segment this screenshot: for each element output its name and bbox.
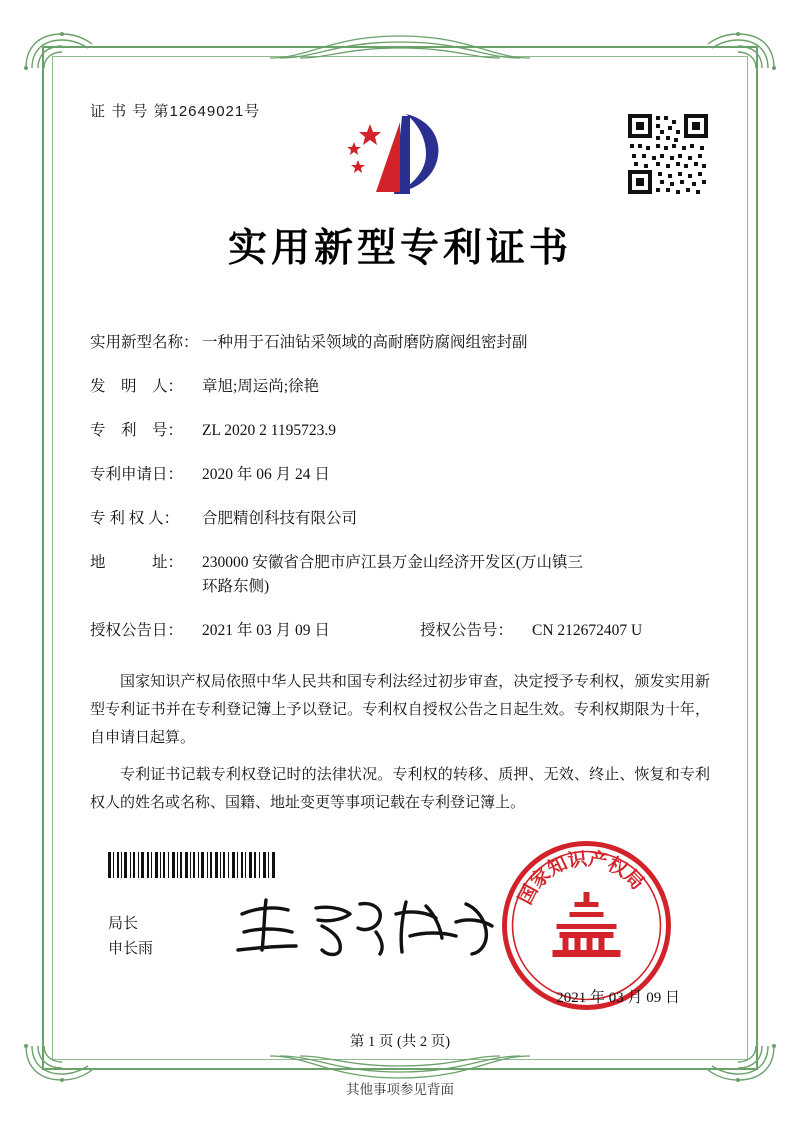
field-label: 专利申请日：: [90, 466, 184, 484]
grant-date-group: [90, 619, 420, 643]
field-value: 章旭;周运尚;徐艳: [202, 378, 320, 396]
svg-text:识: 识: [566, 848, 589, 873]
svg-text:知: 知: [544, 853, 571, 881]
cnipa-logo-icon: [340, 106, 460, 206]
certificate-number: 证 书 号 第12649021号: [90, 103, 261, 120]
svg-text:家: 家: [526, 864, 556, 893]
address-line-2: 环路东侧): [202, 578, 270, 596]
field-row-address: [90, 551, 710, 599]
svg-text:局: 局: [619, 865, 648, 895]
field-list: [90, 331, 710, 643]
svg-text:权: 权: [603, 853, 631, 882]
page-number: 第 1 页 (共 2 页): [349, 1034, 451, 1050]
field-value: 2021 年 03 月 09 日: [202, 622, 330, 640]
field-row-patent-number: [90, 419, 710, 443]
field-label: 授权公告日：: [90, 622, 184, 640]
field-label: 专 利 号：: [90, 422, 184, 440]
signature-labels: [108, 912, 153, 962]
field-label: 专 利 权 人：: [90, 510, 180, 528]
field-value: ZL 2020 2 1195723.9: [202, 422, 337, 440]
field-value: CN 212672407 U: [532, 622, 643, 640]
address-line-1: 230000 安徽省合肥市庐江县万金山经济开发区(万山镇三: [202, 554, 584, 572]
legal-paragraph-1: 国家知识产权局依照中华人民共和国专利法经过初步审查，决定授予专利权，颁发实用新型专利证书并在专利登记簿上予以登记。专利权自授权公告之日起生效。专利权期限为十年，自申请日起算。: [90, 674, 710, 746]
edge-ornament-top: [270, 30, 530, 60]
field-label: 地 址：: [90, 554, 184, 572]
field-value: 2020 年 06 月 24 日: [202, 466, 330, 484]
director-title-label: 局长: [108, 916, 139, 932]
qr-code-icon: [626, 112, 710, 196]
grant-number-group: [420, 619, 642, 643]
field-row-inventors: [90, 375, 710, 399]
field-row-utility-model-name: [90, 331, 710, 355]
certificate-content: [90, 100, 710, 828]
field-row-grant-info: [90, 619, 710, 643]
field-row-application-date: [90, 463, 710, 487]
handwritten-signature: [230, 892, 500, 964]
field-label: 发 明 人：: [90, 378, 184, 396]
barcode-icon: [108, 852, 278, 878]
page-title: 实用新型专利证书: [227, 227, 572, 270]
field-value: 合肥精创科技有限公司: [202, 510, 358, 528]
field-label: 实用新型名称：: [90, 334, 199, 351]
field-value: [202, 551, 710, 599]
legal-text: [90, 669, 710, 818]
signature-area: [90, 800, 710, 1030]
svg-text:产: 产: [586, 849, 610, 873]
svg-text:国: 国: [514, 881, 543, 909]
field-value: 一种用于石油钻采领域的高耐磨防腐阀组密封副: [202, 334, 528, 351]
field-label: 授权公告号：: [420, 622, 514, 640]
director-name-label: 申长雨: [108, 940, 154, 957]
legal-paragraph-2: 专利证书记载专利权登记时的法律状况。专利权的转移、质押、无效、终止、恢复和专利权人的姓名或名称、国籍、地址变更等事项记载在专利登记簿上。: [90, 767, 710, 812]
field-row-patentee: [90, 507, 710, 531]
back-side-note: 其他事项参见背面: [346, 1082, 454, 1097]
seal-date: 2021 年 03 月 09 日: [556, 990, 680, 1006]
